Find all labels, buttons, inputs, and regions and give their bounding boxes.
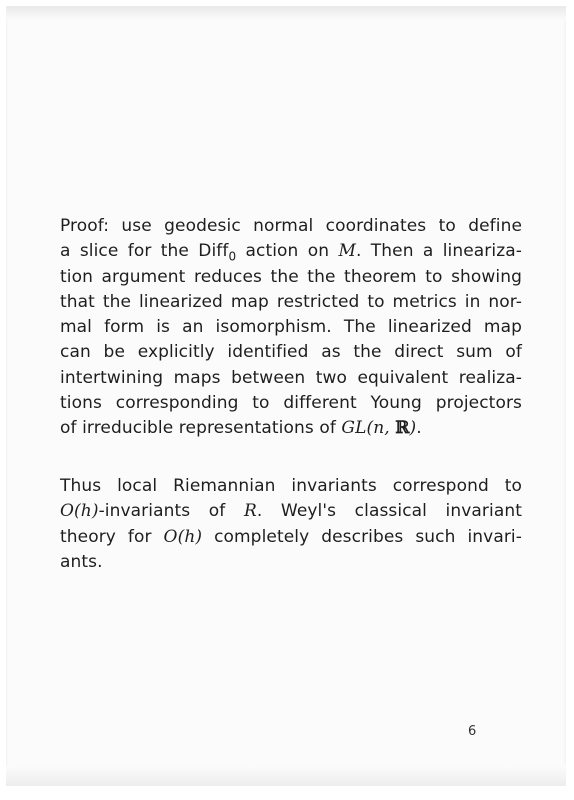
text-span: action on [236, 241, 339, 262]
text-line: Thus local Riemannian invariants correspond to [60, 476, 522, 496]
text-line: intertwining maps between two equivalent realiza- [60, 367, 522, 388]
subscript: 0 [228, 249, 237, 264]
text-line: mal form is an isomorphism. The linearized map [60, 317, 522, 338]
text-span: of irreducible representations of [60, 418, 342, 439]
text-span: . Weyl's classical invariant [256, 501, 522, 522]
text-span: -invariants of [98, 501, 244, 522]
math-comma: , [384, 418, 396, 439]
text-line: can be explicitly identified as the direct sum of [60, 342, 522, 363]
scan-bottom-edge [6, 766, 566, 786]
math-GL: GL [341, 418, 367, 439]
text-span: completely describes such invari- [202, 526, 522, 547]
page-number: 6 [468, 724, 477, 739]
text-line: tions corresponding to different Young projectors [60, 393, 522, 414]
paragraph-conclusion [60, 474, 522, 575]
text-span: theory for [60, 526, 164, 547]
math-O-h: O(h) [60, 501, 99, 522]
scan-top-edge [6, 6, 566, 20]
paragraph-proof [60, 214, 522, 442]
math-paren: ( [366, 418, 374, 439]
text-line: tion argument reduces the the theorem to showing [60, 266, 522, 287]
math-O-h: O(h) [163, 526, 203, 547]
math-reals: ℝ [395, 418, 410, 439]
math-symbol-R: R [243, 501, 257, 522]
text-line: Proof: use geodesic normal coordinates to define [60, 216, 522, 236]
text-line [60, 525, 522, 550]
text-line [60, 416, 522, 441]
text-span: . Then a lineariza- [355, 241, 522, 262]
text-line [60, 499, 522, 524]
math-paren: ) [409, 418, 417, 439]
text-span: . [416, 418, 422, 439]
text-span: a slice for the Diff [60, 241, 229, 262]
math-n: n [373, 418, 385, 439]
math-symbol-M: M [338, 241, 356, 262]
text-line: ants. [60, 551, 103, 572]
text-line [60, 239, 522, 264]
text-line: that the linearized map restricted to metrics in nor- [60, 291, 522, 312]
